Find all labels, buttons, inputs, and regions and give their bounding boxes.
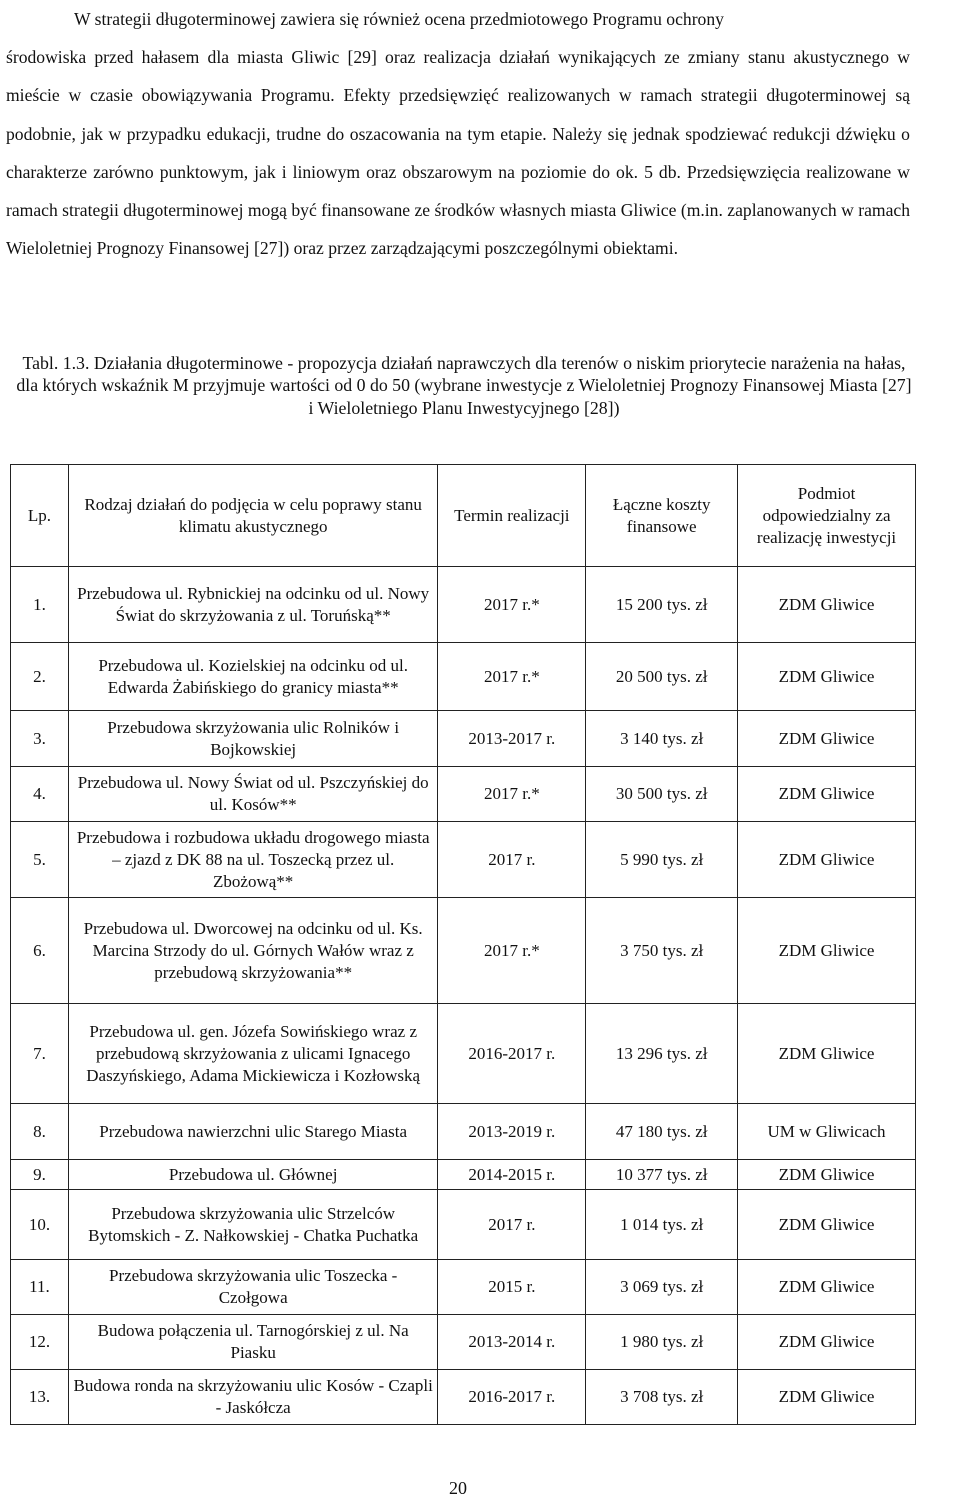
cell-action: Przebudowa i rozbudowa układu drogowego miasta – zjazd z DK 88 na ul. Toszecką przez ul. Zbożową** [68,822,437,898]
table-row [11,711,916,767]
cell-cost: 3 750 tys. zł [586,898,738,1004]
paragraph-line: stanu akustycznego w mieście w czasie obowiązywania Programu. Efekty przedsięwzięć [6,47,910,106]
paragraph-line: (m.in. zaplanowanych w ramach Wieloletniej Prognozy Finansowej [27]) oraz przez zarządzającymi [6,200,910,259]
cell-entity: ZDM Gliwice [738,1004,916,1104]
table-row [11,1370,916,1425]
table-row [11,898,916,1004]
cell-lp: 3. [11,711,69,767]
cell-action: Budowa ronda na skrzyżowaniu ulic Kosów - Czapli - Jaskółcza [68,1370,437,1425]
header-lp: Lp. [11,465,69,567]
cell-cost: 20 500 tys. zł [586,643,738,711]
table-row [11,1260,916,1315]
cell-term: 2017 r. [438,822,586,898]
cell-entity: ZDM Gliwice [738,898,916,1004]
cell-entity: ZDM Gliwice [738,822,916,898]
cell-entity: ZDM Gliwice [738,643,916,711]
cell-cost: 3 069 tys. zł [586,1260,738,1315]
cell-term: 2016-2017 r. [438,1370,586,1425]
cell-lp: 7. [11,1004,69,1104]
cell-entity: ZDM Gliwice [738,1315,916,1370]
paragraph-line: realizowanych w ramach strategii długoterminowej są podobnie, jak w przypadku edukacji, trudne do [6,85,910,144]
cell-action: Przebudowa ul. Rybnickiej na odcinku od ul. Nowy Świat do skrzyżowania z ul. Toruńską** [68,567,437,643]
cell-cost: 5 990 tys. zł [586,822,738,898]
cell-entity: ZDM Gliwice [738,1190,916,1260]
cell-term: 2013-2019 r. [438,1104,586,1160]
cell-term: 2013-2017 r. [438,711,586,767]
cell-lp: 10. [11,1190,69,1260]
cell-action: Przebudowa skrzyżowania ulic Toszecka - Czołgowa [68,1260,437,1315]
cell-entity: ZDM Gliwice [738,1160,916,1190]
cell-term: 2015 r. [438,1260,586,1315]
cell-cost: 1 980 tys. zł [586,1315,738,1370]
paragraph-line: oszacowania na tym etapie. Należy się jednak spodziewać redukcji dźwięku o charakterze zarówno [6,123,910,182]
cell-cost: 10 377 tys. zł [586,1160,738,1190]
header-term: Termin realizacji [438,465,586,567]
cell-lp: 4. [11,767,69,822]
cell-entity: ZDM Gliwice [738,767,916,822]
cell-lp: 11. [11,1260,69,1315]
cell-action: Przebudowa skrzyżowania ulic Strzelców Bytomskich - Z. Nałkowskiej - Chatka Puchatka [68,1190,437,1260]
page-number: 20 [449,1478,467,1498]
cell-action: Przebudowa nawierzchni ulic Starego Miasta [68,1104,437,1160]
cell-lp: 8. [11,1104,69,1160]
cell-term: 2013-2014 r. [438,1315,586,1370]
cell-cost: 13 296 tys. zł [586,1004,738,1104]
cell-action: Przebudowa ul. Głównej [68,1160,437,1190]
paragraph-line: w ramach strategii długoterminowej mogą być finansowane ze środków własnych miasta Gliwice [6,161,910,221]
cell-cost: 15 200 tys. zł [586,567,738,643]
table-caption: Tabl. 1.3. Działania długoterminowe - propozycja działań naprawczych dla terenów o niskim priorytecie narażenia na hałas, dla których wskaźnik M przyjmuje wartości od 0 do 50 (wybrane inwestycje z Wieloletniej Prognozy Finansowej Miasta [27] i Wieloletniego Planu Inwestycyjnego [28]) [16,353,912,418]
table-row [11,822,916,898]
header-entity: Podmiot odpowiedzialny za realizację inwestycji [738,465,916,567]
cell-term: 2017 r.* [438,767,586,822]
table-row [11,767,916,822]
cell-lp: 1. [11,567,69,643]
body-paragraph [6,0,910,267]
cell-action: Budowa połączenia ul. Tarnogórskiej z ul. Na Piasku [68,1315,437,1370]
cell-entity: ZDM Gliwice [738,711,916,767]
cell-cost: 1 014 tys. zł [586,1190,738,1260]
cell-cost: 47 180 tys. zł [586,1104,738,1160]
table-header-row [11,465,916,567]
table-row [11,1104,916,1160]
cell-entity: ZDM Gliwice [738,567,916,643]
paragraph-line: poszczególnymi obiektami. [484,238,679,259]
table-row [11,643,916,711]
header-cost: Łączne koszty finansowe [586,465,738,567]
cell-action: Przebudowa ul. Kozielskiej na odcinku od ul. Edwarda Żabińskiego do granicy miasta** [68,643,437,711]
cell-cost: 3 140 tys. zł [586,711,738,767]
cell-lp: 9. [11,1160,69,1190]
cell-lp: 12. [11,1315,69,1370]
cell-cost: 3 708 tys. zł [586,1370,738,1425]
cell-term: 2016-2017 r. [438,1004,586,1104]
cell-term: 2017 r. [438,1190,586,1260]
table-row [11,1004,916,1104]
cell-action: Przebudowa ul. gen. Józefa Sowińskiego wraz z przebudową skrzyżowania z ulicami Ignacego Daszyńskiego, Adama Mickiewicza i Kozłowską [68,1004,437,1104]
paragraph-line: W strategii długoterminowej zawiera się również ocena przedmiotowego Programu ochrony [74,9,724,29]
cell-lp: 2. [11,643,69,711]
cell-entity: UM w Gliwicach [738,1104,916,1160]
cell-lp: 13. [11,1370,69,1425]
cell-term: 2014-2015 r. [438,1160,586,1190]
paragraph-line: środowiska przed hałasem dla miasta Gliwic [29] oraz realizacja działań wynikających ze zmiany [6,47,740,68]
cell-lp: 5. [11,822,69,898]
cell-action: Przebudowa skrzyżowania ulic Rolników i Bojkowskiej [68,711,437,767]
paragraph-line: punktowym, jak i liniowym oraz obszarowym na poziomie do ok. 5 db. Przedsięwzięcia realizowane [159,161,892,182]
cell-term: 2017 r.* [438,643,586,711]
cell-entity: ZDM Gliwice [738,1370,916,1425]
cell-term: 2017 r.* [438,898,586,1004]
cell-lp: 6. [11,898,69,1004]
table-row [11,1160,916,1190]
cell-cost: 30 500 tys. zł [586,767,738,822]
actions-table [10,464,916,1425]
header-action: Rodzaj działań do podjęcia w celu poprawy stanu klimatu akustycznego [68,465,437,567]
cell-action: Przebudowa ul. Nowy Świat od ul. Pszczyńskiej do ul. Kosów** [68,767,437,822]
table-row [11,1315,916,1370]
table-row [11,567,916,643]
cell-action: Przebudowa ul. Dworcowej na odcinku od ul. Ks. Marcina Strzody do ul. Górnych Wałów wraz z przebudową skrzyżowania** [68,898,437,1004]
table-row [11,1190,916,1260]
cell-term: 2017 r.* [438,567,586,643]
cell-entity: ZDM Gliwice [738,1260,916,1315]
